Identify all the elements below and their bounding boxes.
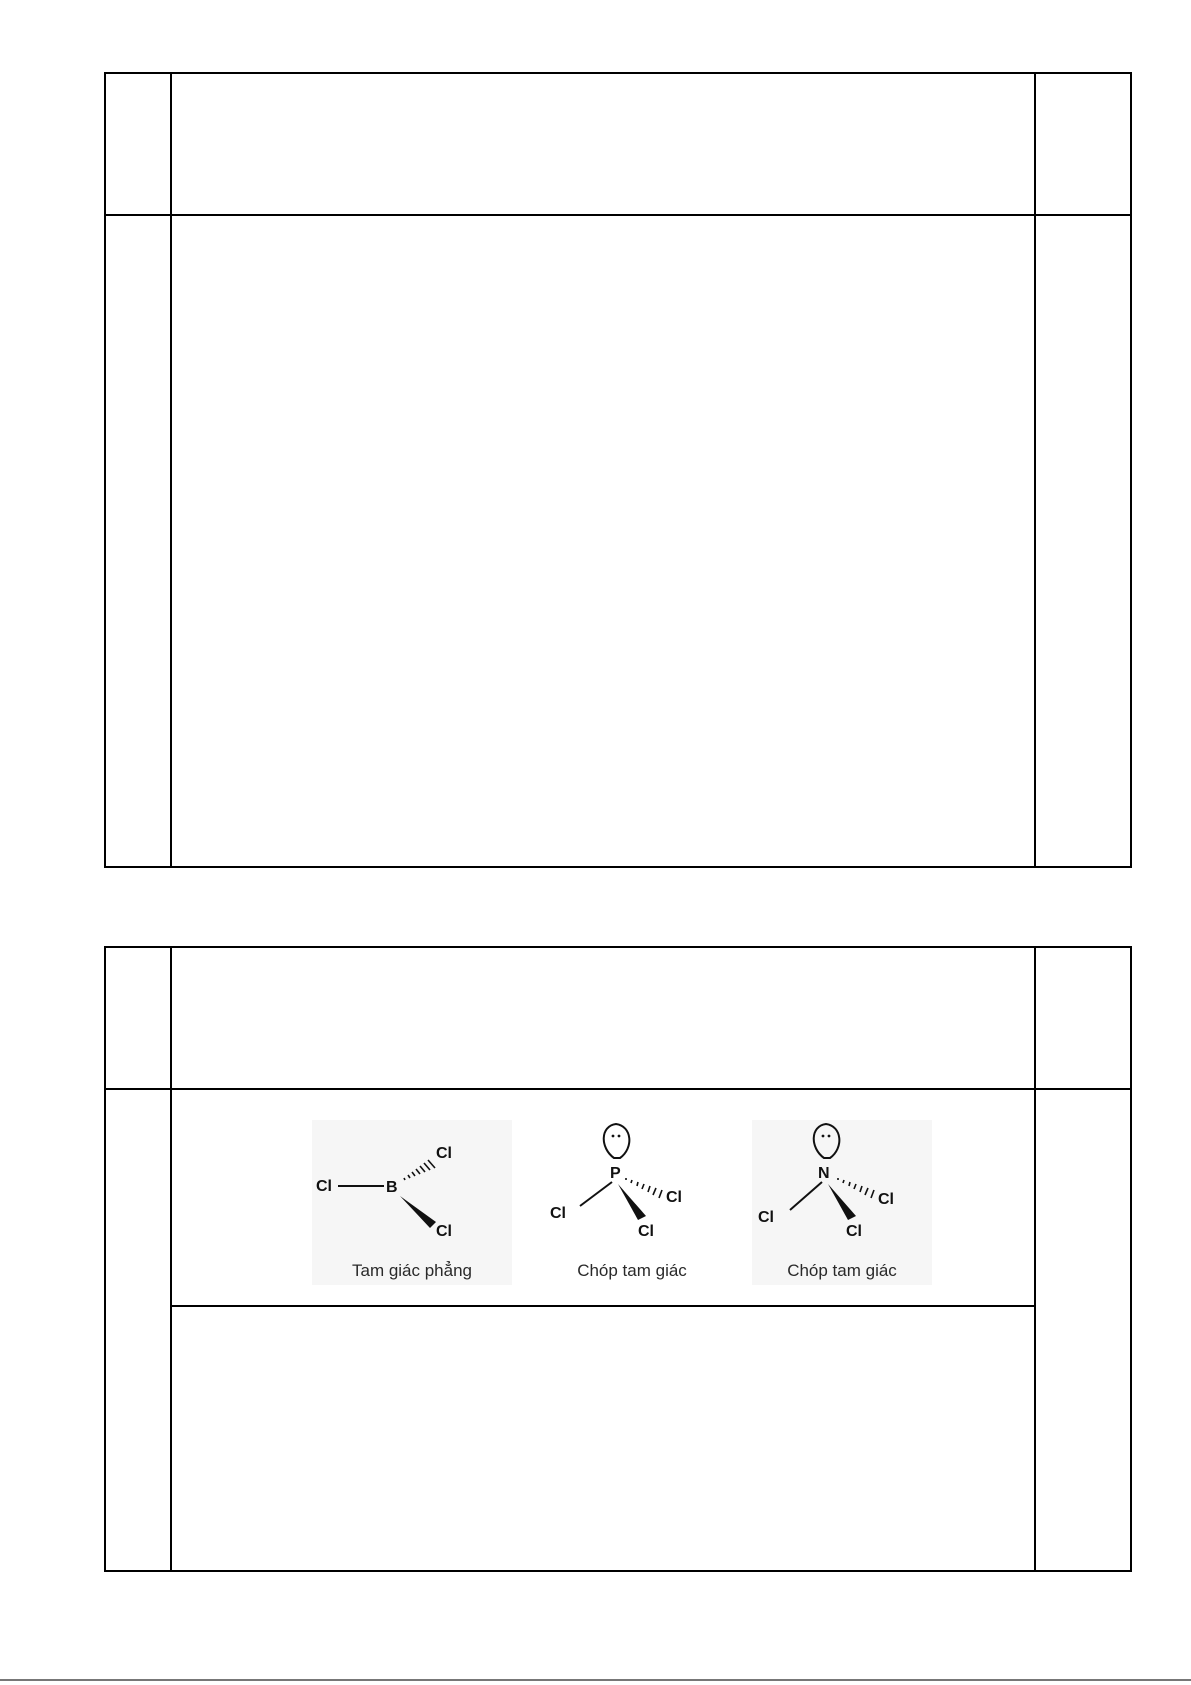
table-1-row-2-content (172, 216, 1034, 866)
svg-text:P: P (610, 1165, 621, 1182)
column-divider-right (1034, 948, 1036, 1570)
svg-text:N: N (818, 1165, 830, 1182)
svg-text:Cl: Cl (846, 1223, 862, 1240)
table-2-row-1-content (172, 948, 1034, 1088)
svg-text:Cl: Cl (550, 1205, 566, 1222)
pcl3-caption: Chóp tam giác (577, 1261, 687, 1280)
molecule-pcl3 (542, 1120, 722, 1285)
bcl3-caption: Tam giác phẳng (351, 1261, 473, 1280)
svg-text:Cl: Cl (316, 1178, 332, 1195)
svg-text:B: B (386, 1179, 398, 1196)
answer-table-2 (104, 946, 1132, 1572)
ncl3-caption: Chóp tam giác (787, 1261, 897, 1280)
molecular-geometry-figure (312, 1120, 972, 1285)
table-1-row-1-content (172, 74, 1034, 214)
svg-text:Cl: Cl (436, 1145, 452, 1162)
svg-text:Cl: Cl (758, 1209, 774, 1226)
column-divider-right (1034, 74, 1036, 866)
svg-text:Cl: Cl (638, 1223, 654, 1240)
table-2-row-3-content (172, 1307, 1034, 1570)
svg-text:Cl: Cl (436, 1223, 452, 1240)
answer-table-1 (104, 72, 1132, 868)
page-bottom-rule (0, 1679, 1191, 1681)
molecule-bcl3 (312, 1120, 512, 1285)
table-2-row-2-content (172, 1090, 1034, 1305)
molecule-ncl3 (752, 1120, 932, 1285)
svg-text:Cl: Cl (878, 1191, 894, 1208)
svg-text:Cl: Cl (666, 1189, 682, 1206)
